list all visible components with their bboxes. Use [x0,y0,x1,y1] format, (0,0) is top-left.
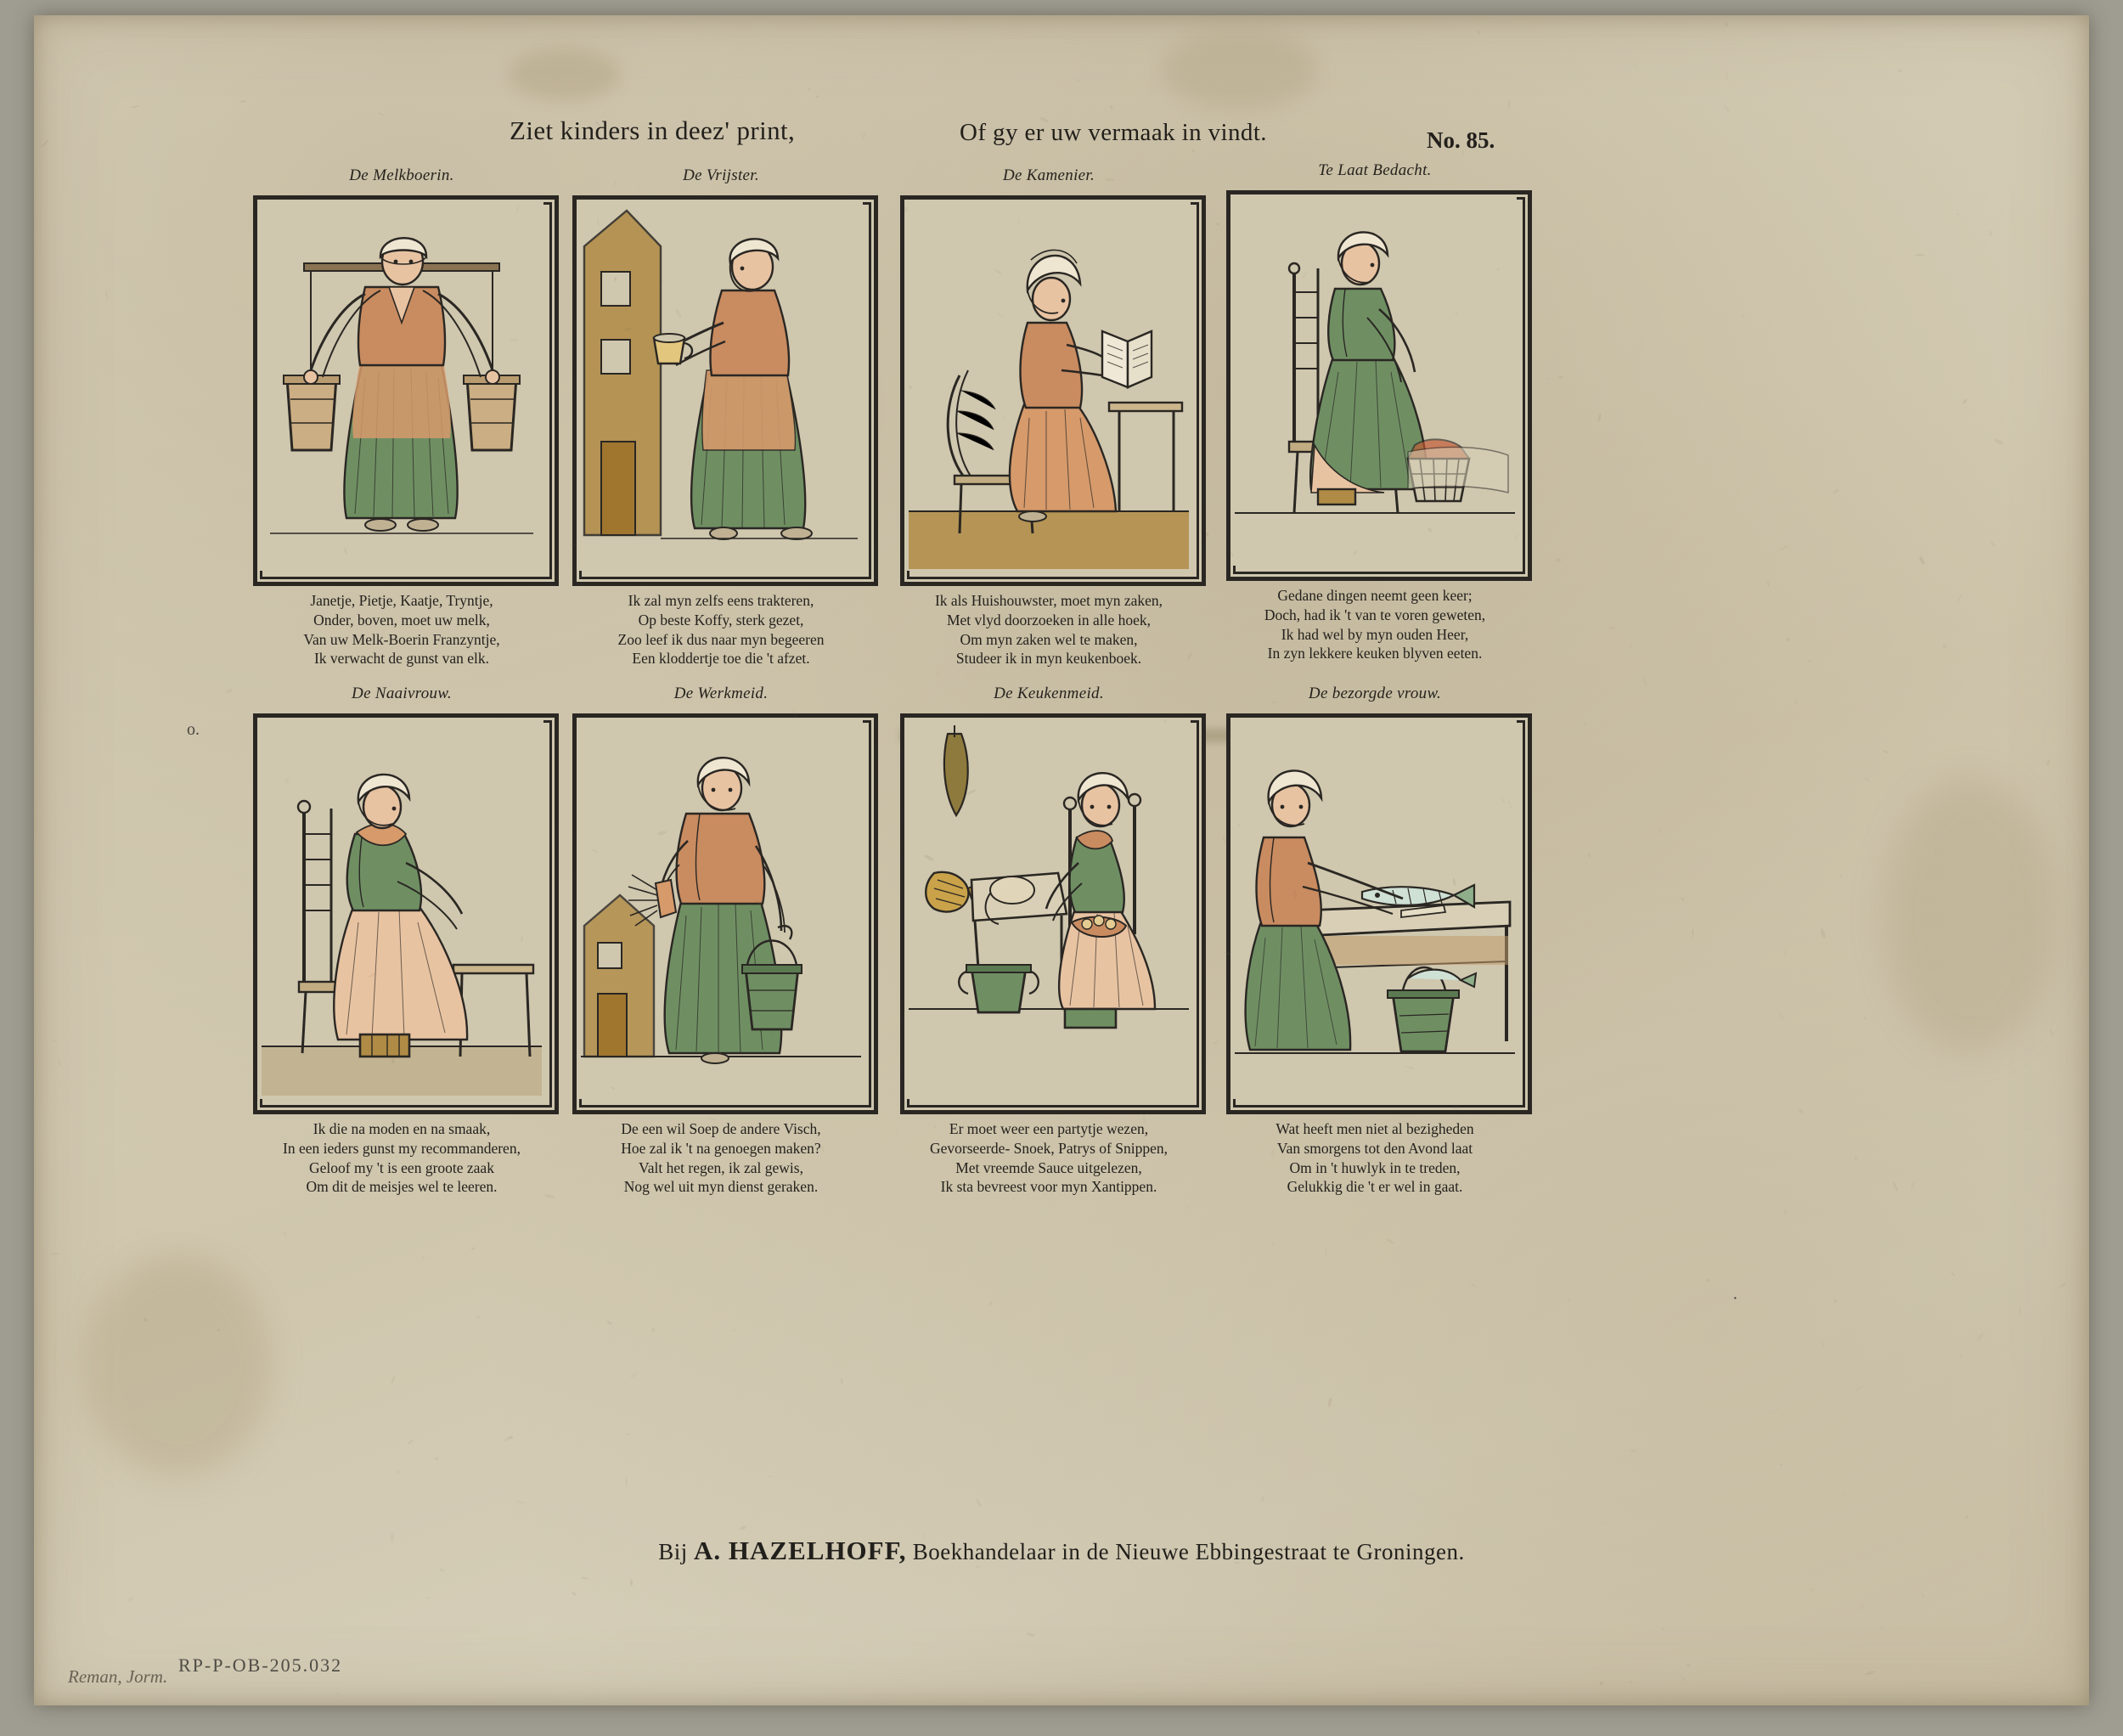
paper-fiber [1767,582,1770,588]
paper-fiber [282,1232,287,1237]
paper-fiber [1596,413,1602,422]
paper-fiber [1883,749,1889,753]
paper-fiber [936,672,939,675]
paper-fiber [1631,645,1632,648]
paper-fiber [1798,1108,1804,1113]
paper-fiber [1950,1271,1955,1277]
paper-fiber [378,112,384,116]
paper-fiber [425,1596,431,1598]
inventory-number: RP-P-OB-205.032 [178,1654,343,1676]
paper-fiber [988,1301,992,1306]
paper-fiber [1327,1397,1332,1406]
paper-fiber [1961,1354,1963,1358]
paper-fiber [1686,1663,1692,1667]
paper-fiber [1833,488,1839,495]
paper-fiber [580,1576,588,1580]
verse-line: Valt het regen, ik zal gewis, [639,1158,803,1176]
paper-fiber [1859,1603,1867,1610]
paper-fiber [1507,99,1511,110]
verse-line: In zyn lekkere keuken blyven eeten. [1267,645,1483,662]
paper-fiber [1855,1385,1864,1392]
paper-fiber [127,1596,134,1602]
paper-fiber [1722,104,1730,114]
cut-1-verse [219,591,584,668]
paper-fiber [808,87,812,91]
cut-4-caption: Te Laat Bedacht. [1318,161,1432,179]
paper-fiber [1076,79,1082,83]
verse-line: Janetje, Pietje, Kaatje, Tryntje, [310,592,493,609]
paper-fiber [898,1315,900,1320]
paper-fiber [1558,376,1563,379]
paper-fiber [1833,1299,1838,1304]
cut-7-caption: De Keukenmeid. [994,685,1104,702]
paper-fiber [1185,1205,1190,1209]
paper-fiber [421,1255,426,1262]
paper-fiber [1962,397,1968,403]
cut-2-verse [538,591,904,668]
verse-line: Ik had wel by myn ouden Heer, [1281,625,1469,643]
paper-fiber [1989,230,1993,236]
paper-fiber [1937,1000,1940,1001]
margin-mark-left: o. [187,720,200,739]
paper-fiber [1642,676,1647,685]
paper-stain [85,1255,272,1476]
paper-fiber [1977,1332,1985,1340]
paper-fiber [2049,1029,2054,1035]
verse-line: Geloof my 't is een groote zaak [309,1158,494,1176]
paper-fiber [1471,1282,1478,1288]
paper-fiber [1920,1592,1924,1598]
paper-fiber [1743,315,1744,318]
paper-fiber [1840,874,1843,876]
cut-8-image [1226,713,1523,1106]
paper-fiber [1681,897,1686,901]
verse-line: Doch, had ik 't van te voren geweten, [1264,606,1486,623]
verse-line: Om in 't huwlyk in te treden, [1289,1158,1461,1176]
paper-fiber [1879,1627,1883,1632]
cut-1 [253,166,550,668]
paper-fiber [1662,1628,1664,1632]
paper-fiber [2018,1306,2020,1315]
paper-fiber [630,1579,633,1587]
cut-6 [572,685,870,1196]
paper-fiber [1600,1681,1605,1686]
paper-fiber [41,139,49,148]
paper-fiber [1863,1017,1867,1020]
paper-fiber [1692,928,1694,938]
paper-fiber [1784,950,1787,956]
paper-fiber [1810,1587,1814,1592]
paper-fiber [1706,1278,1710,1282]
paper-fiber [1794,698,1799,705]
paper-fiber [767,1476,774,1478]
cut-5-image [253,713,550,1106]
verse-line: Met vreemde Sauce uitgelezen, [955,1158,1142,1176]
paper-fiber [1806,659,1812,663]
paper-fiber [572,1591,577,1596]
verse-line: Hoe zal ik 't na genoegen maken? [621,1139,821,1157]
paper-fiber [1658,830,1661,834]
paper-fiber [471,1247,476,1250]
imprint-prefix: Bij [658,1539,688,1564]
cut-4 [1226,161,1523,662]
sheet-number: No. 85. [1427,127,1495,153]
paper-fiber [1546,377,1549,379]
paper-fiber [1477,31,1479,35]
paper-fiber [1609,627,1614,629]
verse-line: Ik als Huishouwster, moet myn zaken, [934,592,1163,609]
paper-fiber [1918,555,1925,565]
paper-fiber [240,100,247,103]
paper-fiber [1957,594,1963,603]
paper-fiber [605,1320,612,1325]
paper-fiber [476,1316,481,1318]
verse-line: Ik die na moden en na smaak, [313,1120,491,1137]
verse-line: Wat heeft men niet al bezigheden [1275,1120,1474,1137]
header-title-left: Ziet kinders in deez' print, [510,116,796,145]
paper-fiber [1780,1463,1782,1465]
paper-fiber [1865,1670,1875,1676]
paper-fiber [1261,1496,1264,1503]
paper-fiber [57,1059,62,1066]
cut-2-caption: De Vrijster. [683,166,759,184]
imprint-line [34,1536,2089,1566]
paper-fiber [1990,542,1996,548]
paper-fiber [1272,1242,1275,1244]
paper-fiber [1221,836,1225,843]
print-sheet [34,15,2089,1705]
paper-fiber [1778,1012,1785,1021]
paper-fiber [336,1692,340,1694]
paper-fiber [1325,1248,1326,1257]
verse-line: Nog wel uit myn dienst geraken. [623,1178,819,1196]
paper-fiber [1821,927,1827,938]
paper-fiber [1783,1209,1787,1215]
paper-fiber [1681,1677,1686,1682]
imprint-rest: Boekhandelaar in de Nieuwe Ebbingestraat te Groningen. [912,1539,1465,1564]
verse-line: Studeer ik in myn keukenboek. [955,650,1142,668]
cut-2-image [572,195,870,578]
paper-stain [1885,780,2055,1051]
cut-3-verse [866,591,1231,668]
verse-line: Om dit de meisjes wel te leeren. [306,1178,498,1196]
paper-fiber [504,1435,512,1442]
paper-fiber [1842,1493,1845,1496]
verse-line: Er moet weer een partytje wezen, [949,1120,1149,1137]
verse-line: Ik verwacht de gunst van elk. [313,650,490,668]
paper-fiber [1786,637,1789,641]
pencil-scribble: Reman, Jorm. [68,1666,168,1687]
paper-fiber [740,1525,747,1530]
paper-fiber [1213,1040,1218,1045]
paper-fiber [1910,1181,1915,1190]
paper-fiber [861,132,867,140]
cut-3-image [900,195,1197,578]
margin-mark-right: · [1732,1289,1738,1308]
verse-line: Gedane dingen neemt geen keer; [1277,587,1473,604]
cut-7-image [900,713,1197,1106]
cut-5-verse [219,1119,584,1197]
verse-line: Gevorseerde- Snoek, Patrys of Snippen, [930,1139,1168,1157]
paper-fiber [1898,70,1902,72]
verse-line: Een kloddertje toe die 't afzet. [632,650,810,668]
verse-line: Om myn zaken wel te maken, [960,630,1138,648]
cut-3-caption: De Kamenier. [1002,166,1095,184]
paper-fiber [2046,759,2051,767]
verse-line: Onder, boven, moet uw melk, [313,611,490,628]
paper-fiber [1630,1681,1632,1683]
cut-6-caption: De Werkmeid. [673,685,769,702]
paper-fiber [104,291,108,299]
paper-fiber [1633,64,1637,68]
paper-fiber [397,1469,400,1474]
verse-line: Van smorgens tot den Avond laat [1276,1139,1473,1157]
paper-stain [1163,32,1316,109]
paper-fiber [144,1317,148,1322]
verse-line: Zoo leef ik dus naar myn begeeren [617,630,825,648]
verse-line: Met vlyd doorzoeken in alle hoek, [946,611,1152,628]
paper-fiber [194,1158,195,1160]
paper-fiber [1191,149,1197,154]
verse-line: Van uw Melk-Boerin Franzyntje, [303,630,500,648]
paper-fiber [438,1568,444,1572]
paper-fiber [1821,1340,1826,1348]
paper-fiber [131,105,139,109]
paper-fiber [1568,1297,1571,1300]
paper-stain [510,49,620,100]
paper-fiber [1215,223,1220,226]
cut-3 [900,166,1197,668]
cut-8-caption: De bezorgde vrouw. [1308,685,1442,702]
paper-fiber [815,94,819,98]
paper-fiber [2025,1127,2029,1130]
paper-fiber [1779,545,1789,551]
header-title-right: Of gy er uw vermaak in vindt. [960,119,1267,146]
imprint-publisher: A. HAZELHOFF, [694,1536,907,1565]
paper-fiber [407,1438,414,1444]
paper-fiber [1726,70,1727,80]
cut-4-image [1226,190,1523,572]
paper-fiber [732,1329,735,1333]
paper-fiber [626,1433,629,1435]
paper-fiber [1957,212,1959,215]
cut-7 [900,685,1197,1196]
paper-fiber [2059,1282,2067,1288]
paper-fiber [1602,1522,1609,1524]
paper-fiber [391,1375,396,1384]
paper-fiber [510,1436,513,1440]
cut-6-verse [538,1119,904,1197]
paper-fiber [1864,777,1870,782]
cut-8-verse [1192,1119,1557,1197]
paper-fiber [1556,559,1561,562]
cut-1-caption: De Melkboerin. [349,166,454,184]
cut-5-caption: De Naaivrouw. [352,685,452,702]
paper-fiber [1994,438,2003,445]
paper-fiber [652,1327,655,1332]
verse-line: In een ieders gunst my recommanderen, [283,1139,521,1157]
paper-fiber [1855,1156,1857,1160]
paper-fiber [1965,1514,1969,1519]
paper-fiber [217,1328,221,1333]
cut-2 [572,166,870,668]
paper-fiber [626,1477,628,1486]
paper-fiber [435,1457,439,1461]
paper-fiber [1943,645,1947,648]
paper-fiber [1589,853,1591,857]
cut-5 [253,685,550,1196]
paper-fiber [1915,254,1924,256]
paper-fiber [630,1372,637,1379]
cut-6-image [572,713,870,1106]
cut-1-image [253,195,550,578]
verse-line: Gelukkig die 't er wel in gaat. [1287,1178,1463,1196]
cut-4-verse [1192,586,1557,663]
paper-fiber [1630,1450,1636,1451]
paper-fiber [976,1498,983,1508]
cut-7-verse [866,1119,1231,1197]
paper-fiber [840,1378,842,1384]
paper-fiber [1386,1238,1394,1245]
paper-fiber [1583,722,1587,726]
paper-fiber [225,689,233,695]
verse-line: Op beste Koffy, sterk gezet, [638,611,804,628]
paper-fiber [51,1040,57,1043]
paper-fiber [515,1500,526,1505]
verse-line: Ik zal myn zelfs eens trakteren, [628,592,814,609]
paper-fiber [1771,1407,1778,1412]
paper-fiber [51,1252,60,1255]
paper-fiber [783,41,792,43]
paper-fiber [1892,1181,1898,1191]
cut-8 [1226,685,1523,1196]
paper-fiber [1027,1632,1035,1637]
paper-fiber [1725,22,1728,25]
verse-line: De een wil Soep de andere Visch, [621,1120,821,1137]
verse-line: Ik sta bevreest voor myn Xantippen. [940,1178,1157,1196]
paper-fiber [1709,1649,1714,1650]
paper-fiber [1110,105,1112,109]
